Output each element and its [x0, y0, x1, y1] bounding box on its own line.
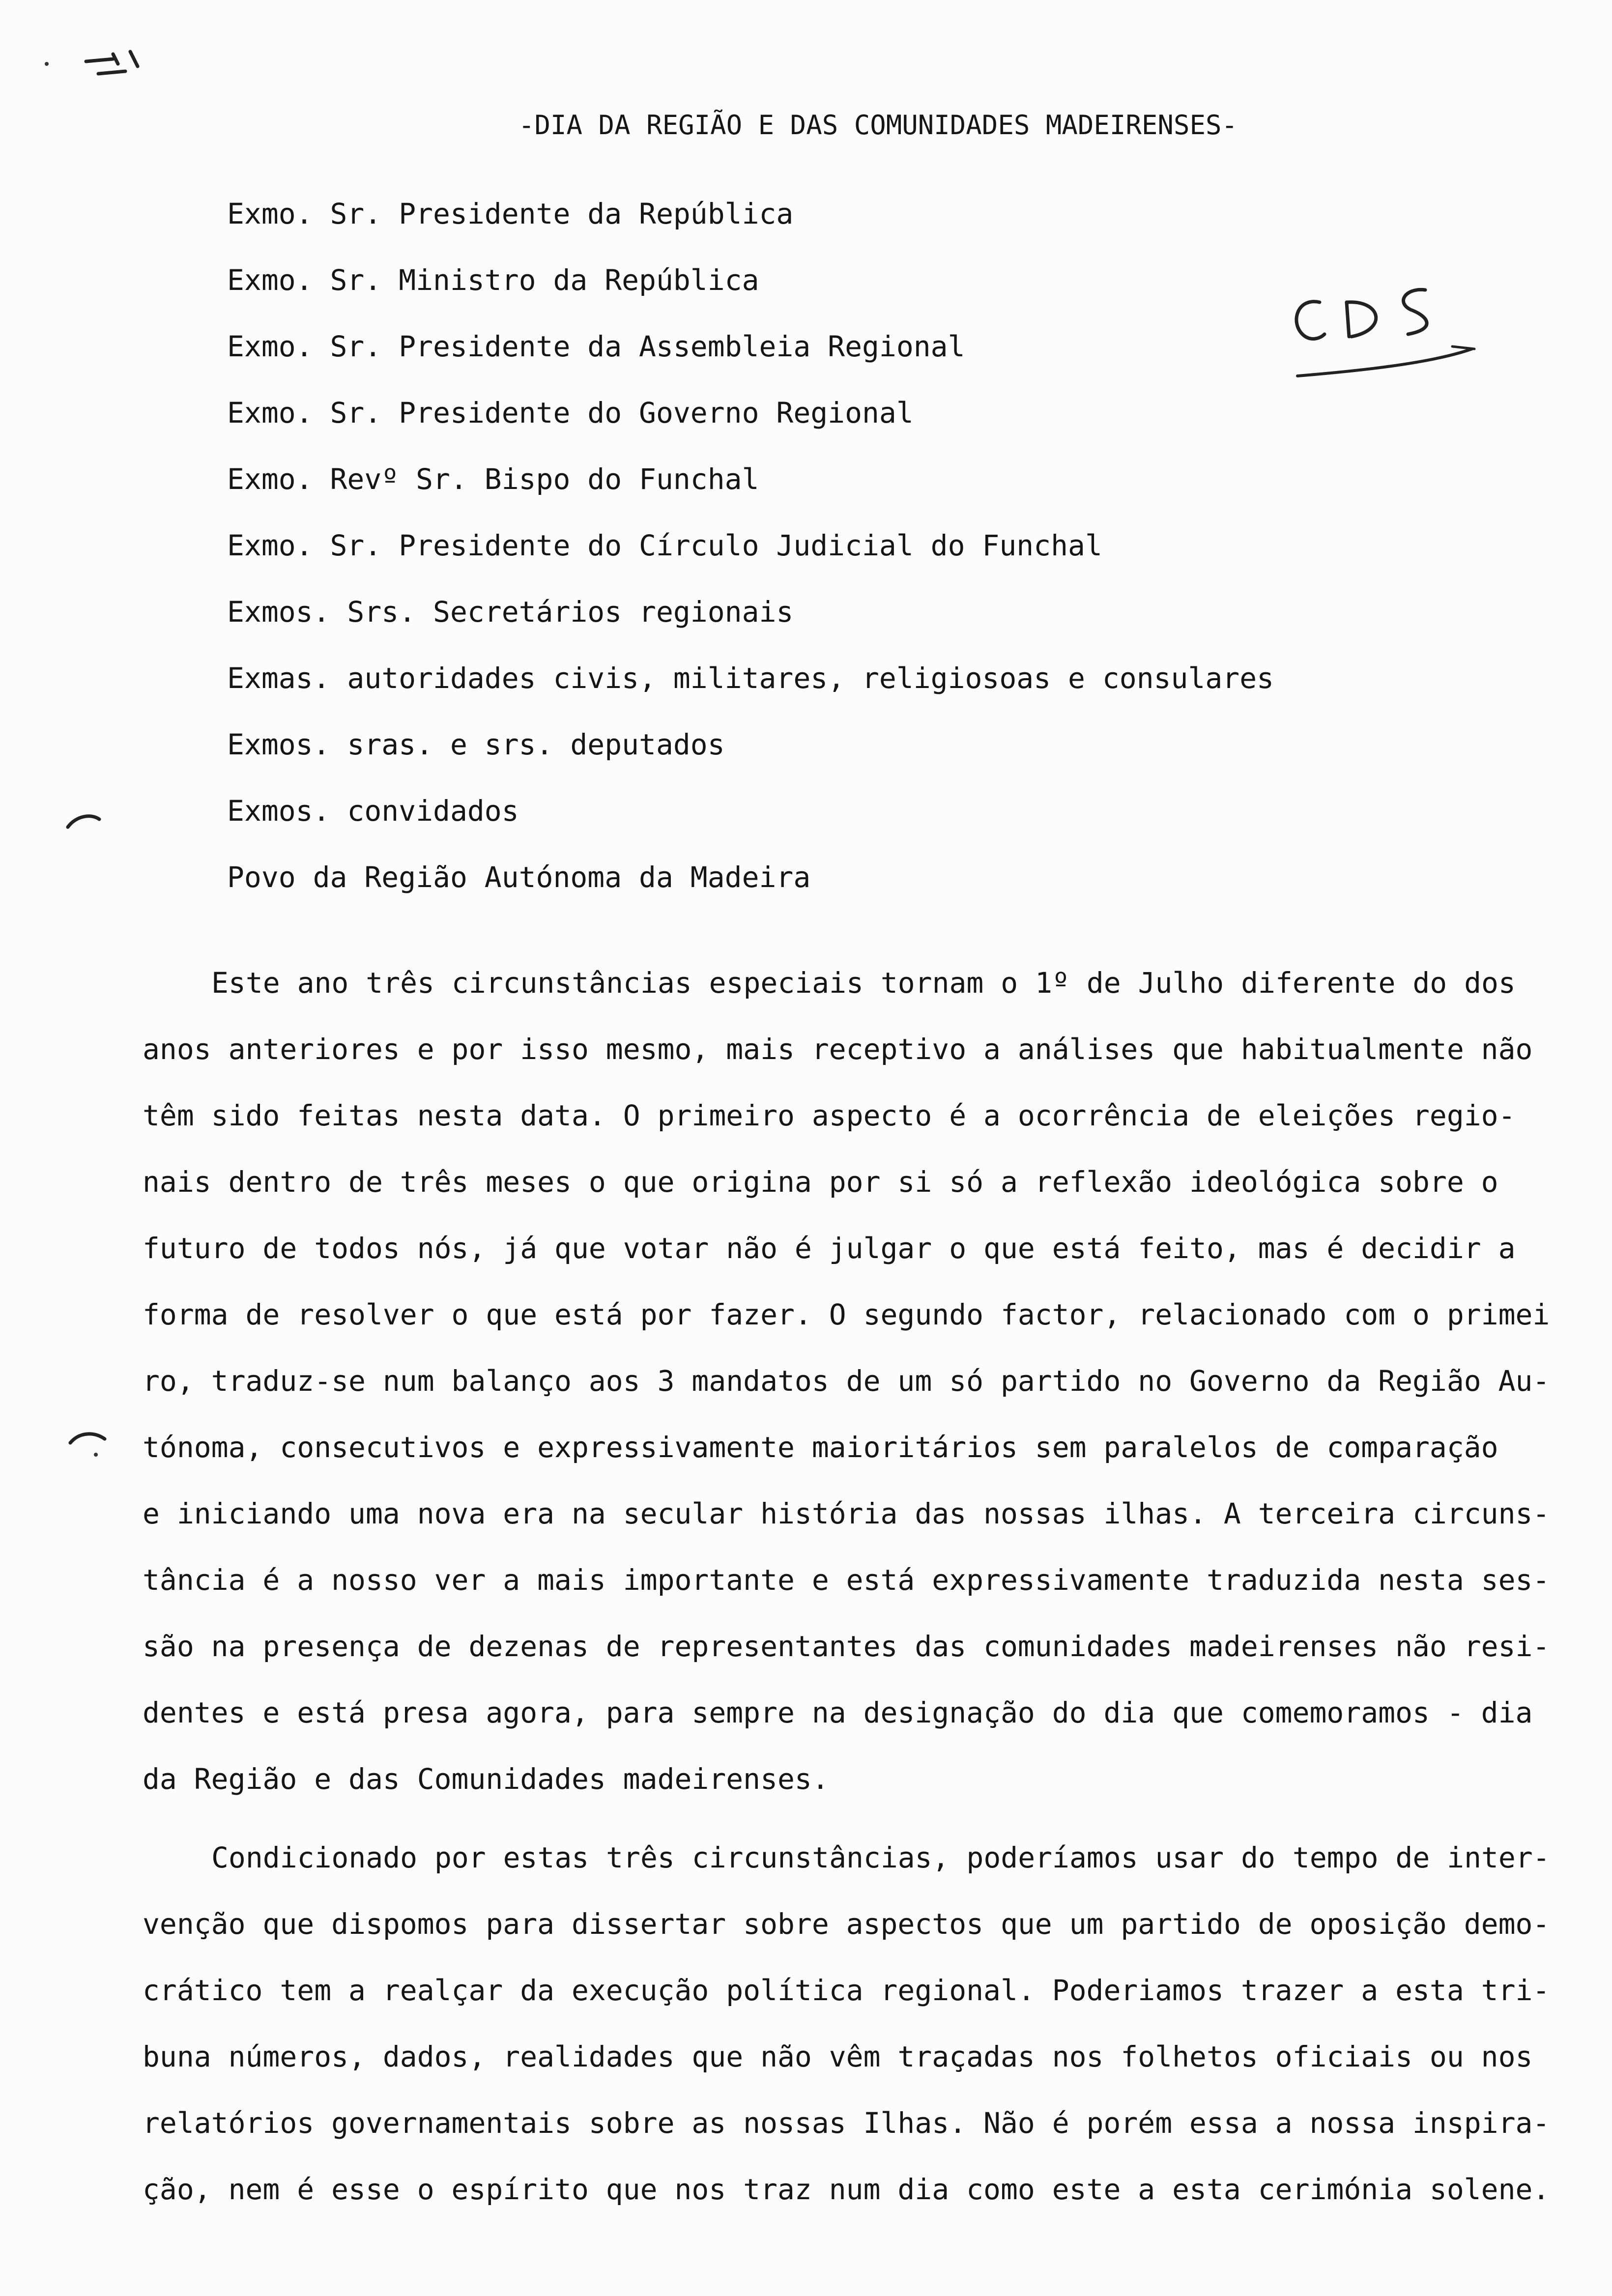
salutation-line: Exmos. convidados	[227, 794, 519, 828]
text-line: venção que dispomos para dissertar sobre aspectos que um partido de oposição demo-	[143, 1907, 1550, 1941]
salutation-line: Exmo. Sr. Presidente da República	[227, 197, 794, 230]
paragraph-circumstances	[143, 1833, 1550, 2231]
salutation-line: Exmas. autoridades civis, militares, religiosoas e consulares	[227, 661, 1274, 695]
margin-bracket-mark	[64, 808, 103, 833]
salutation-line: Povo da Região Autónoma da Madeira	[227, 861, 811, 894]
text-line: forma de resolver o que está por fazer. O segundo factor, relacionado com o primei	[143, 1298, 1550, 1331]
salutation-list	[227, 189, 1274, 919]
text-line: são na presença de dezenas de representantes das comunidades madeirenses não resi-	[143, 1630, 1550, 1663]
salutation-line: Exmo. Sr. Presidente do Círculo Judicial do Funchal	[227, 529, 1102, 562]
salutation-line: Exmo. Sr. Ministro da República	[227, 263, 759, 297]
text-line: Este ano três circunstâncias especiais tornam o 1º de Julho diferente do dos	[211, 966, 1516, 1000]
text-line: nais dentro de três meses o que origina por si só a reflexão ideológica sobre o	[143, 1165, 1498, 1199]
text-line: tónoma, consecutivos e expressivamente maioritários sem paralelos de comparação	[143, 1431, 1498, 1464]
text-line: buna números, dados, realidades que não vêm traçadas nos folhetos oficiais ou nos	[143, 2040, 1533, 2073]
paragraph-introduction	[143, 958, 1550, 1821]
text-line: e iniciando uma nova era na secular história das nossas ilhas. A terceira circuns-	[143, 1497, 1550, 1530]
text-line: ção, nem é esse o espírito que nos traz num dia como este a esta cerimónia solene.	[143, 2173, 1550, 2206]
margin-bracket-mark	[66, 1425, 111, 1460]
handwritten-cds-note	[1283, 275, 1479, 393]
text-line: crático tem a realçar da execução política regional. Poderiamos trazer a esta tri-	[143, 1974, 1550, 2007]
salutation-line: Exmo. Revº Sr. Bispo do Funchal	[227, 462, 759, 496]
salutation-line: Exmo. Sr. Presidente da Assembleia Regional	[227, 330, 965, 363]
text-line: futuro de todos nós, já que votar não é julgar o que está feito, mas é decidir a	[143, 1232, 1516, 1265]
text-line: têm sido feitas nesta data. O primeiro aspecto é a ocorrência de eleições regio-	[143, 1099, 1516, 1132]
document-title: -DIA DA REGIÃO E DAS COMUNIDADES MADEIRENSES-	[518, 110, 1238, 141]
text-line: tância é a nosso ver a mais importante e está expressivamente traduzida nesta ses-	[143, 1563, 1550, 1597]
corner-smudge-mark	[39, 44, 152, 88]
text-line: relatórios governamentais sobre as nossas Ilhas. Não é porém essa a nossa inspira-	[143, 2106, 1550, 2140]
text-line: da Região e das Comunidades madeirenses.	[143, 1762, 829, 1796]
salutation-line: Exmo. Sr. Presidente do Governo Regional	[227, 396, 914, 430]
salutation-line: Exmos. Srs. Secretários regionais	[227, 595, 794, 629]
salutation-line: Exmos. sras. e srs. deputados	[227, 728, 725, 761]
text-line: Condicionado por estas três circunstâncias, poderíamos usar do tempo de inter-	[211, 1841, 1550, 1874]
text-line: anos anteriores e por isso mesmo, mais receptivo a análises que habitualmente não	[143, 1033, 1533, 1066]
text-line: ro, traduz-se num balanço aos 3 mandatos de um só partido no Governo da Região Au-	[143, 1364, 1550, 1398]
text-line: dentes e está presa agora, para sempre na designação do dia que comemoramos - dia	[143, 1696, 1533, 1729]
